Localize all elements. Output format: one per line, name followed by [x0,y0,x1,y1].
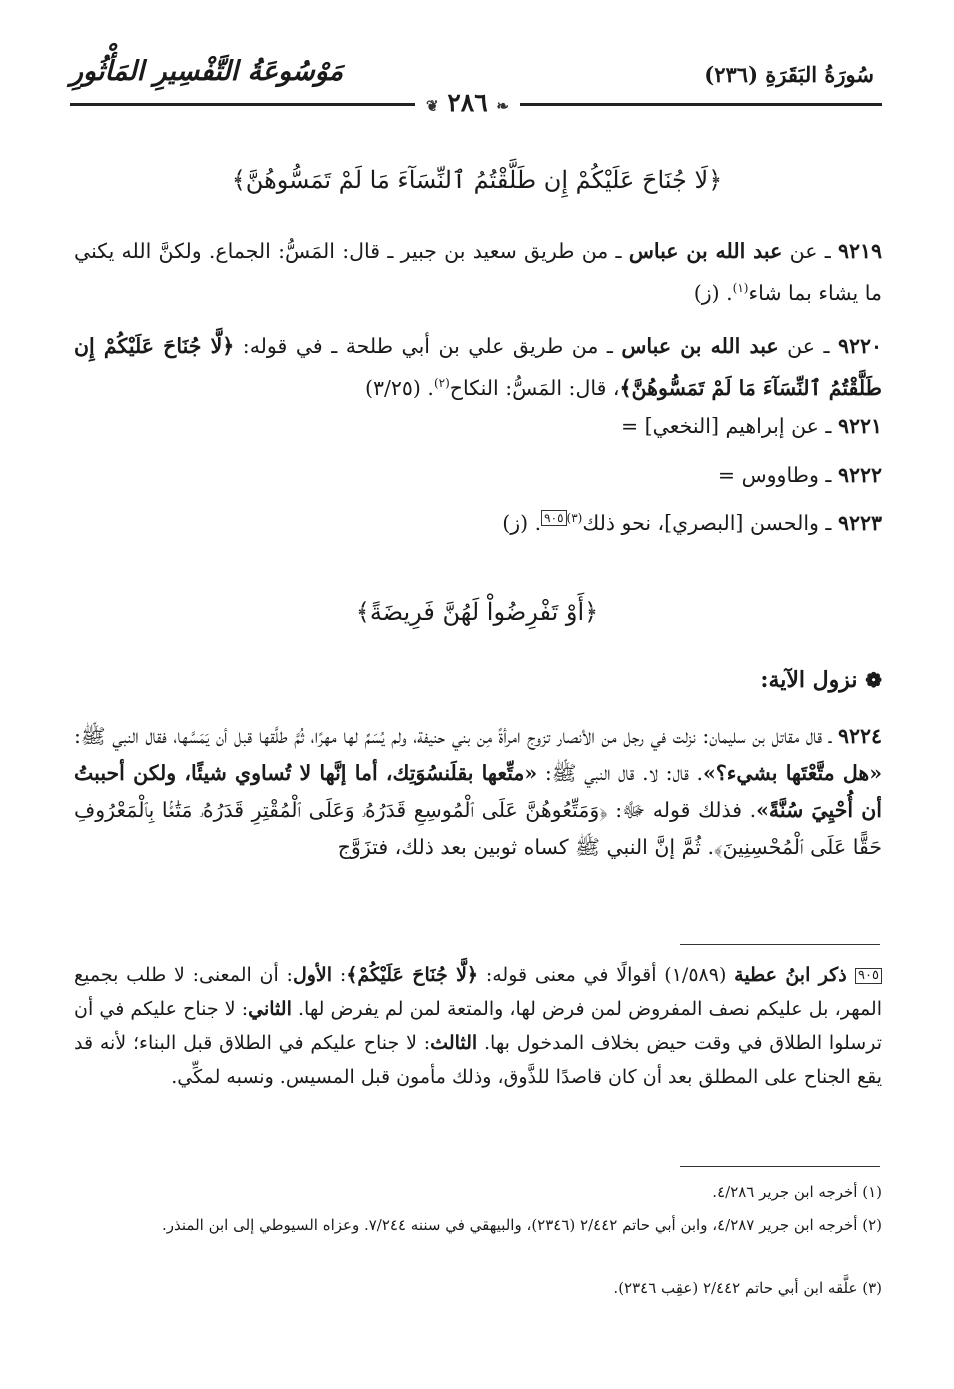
entry-text: ـ عن إبراهيم [النخعي] = [620,414,838,438]
entry-9219 [74,233,882,312]
opinion-label: الثاني [248,998,292,1020]
footnote-1: (١) أخرجه ابن جرير ٤/٢٨٦. [712,1183,882,1201]
note-text: : أن المعنى: لا طلب بجميع المهر، بل عليكم نصف المفروض لمن فرض لها، والمتعة لمن لم يفرض لها. [74,964,882,1020]
hadith-quote: «هل متَّعْتَها بشيء؟» [703,761,883,785]
note-text: : لا جناح عليكم في الطلاق قبل البناء؛ لأنه قد يقع الجناح على المطلق بعد أن كان قاصدًا للذَّوق، وذلك مأمون قبل المسيس. ونسبه لمكِّي. [74,1032,882,1088]
entry-9220 [74,328,882,407]
quran-quote: ﴿لَّا جُنَاحَ عَلَيْكُمْ﴾ [346,964,479,986]
entry-text: ـ وطاووس = [717,463,838,487]
header-rule-right [520,103,882,106]
note-text: (١/٥٨٩) أقوالًا في معنى قوله: [478,964,735,986]
note-author: ذكر ابنُ عطية [734,964,856,986]
opinion-label: الثالث [430,1032,478,1054]
quran-quote: ﴿وَمَتِّعُوهُنَّ عَلَى ٱلْمُوسِعِ قَدَرُهُۥ وَعَلَى ٱلْمُقْتِرِ قَدَرُهُۥ مَتَٰعًۢا بِٱلْمَعْرُوفِ حَقًّا عَلَى ٱلْمُحْسِنِينَ﴾ [74,798,882,859]
entry-text: ـ من طريق علي بن أبي طلحة ـ في قوله: [234,334,622,358]
narrator-name: عبد الله بن عباس [621,334,779,358]
footnote-ref: (٢) [433,376,450,390]
quran-quote: ﴿لَّا جُنَاحَ عَلَيْكُمْ إِن طَلَّقْتُمُ ٱلنِّسَآءَ مَا لَمْ تَمَسُّوهُنَّ﴾ [74,334,882,400]
entry-number: ٩٢٢٣ [837,510,882,535]
footnote-separator [680,1166,880,1167]
note-box-label: ٩٠٥ [855,968,882,984]
entry-text: . فذلك قوله ﷻ: [607,798,757,822]
entry-text: ، قال: المَسُّ: النكاح [449,375,620,400]
entry-9221 [621,414,882,438]
entry-text: . (ز) [502,510,542,535]
section-title: نزول الآية: [760,667,858,693]
entry-9224 [74,718,882,866]
entry-text: . (٣/٢٥) [364,375,434,400]
footnote-ref: (٣) [566,511,583,525]
entry-text: ـ قال مقاتل بن سليمان: نزلت في رجل من الأنصار تزوج امرأةً مِن بني حنيفة، ولم يُسَمِّ لها مهرًا، ثُمَّ طلَّقها قبل أن يَمَسَّها، فقال النبي ﷺ: [74,724,838,748]
entry-number: ٩٢٢٢ [837,463,882,487]
flower-icon: ❁ [865,668,882,692]
page-number-block [415,88,520,117]
entry-number: ٩٢٢٠ [837,334,882,358]
footnote-2: (٢) أخرجه ابن جرير ٤/٢٨٧، وابن أبي حاتم ٢/٤٤٢ (٢٣٤٦)، والبيهقي في سننه ٧/٢٤٤. وعزاه السيوطي إلى ابن المنذر. [161,1216,882,1234]
entry-text: ـ والحسن [البصري]، نحو ذلك [582,510,838,535]
page-number: ٢٨٦ [447,88,488,117]
entry-9222 [718,463,882,487]
ornament-icon: ❧ [496,97,509,115]
narrator-name: عبد الله بن عباس [628,239,783,263]
note-box-ref: ٩٠٥ [541,510,566,526]
entry-text: . قال: لا. قال النبي ﷺ: [537,761,704,785]
entry-text: ـ عن [778,334,838,358]
section-heading [760,667,882,693]
entry-text: ـ عن [782,239,838,263]
header-rule-left [70,103,415,106]
hadith-quote: «متِّعها بقلَنسُوَتِك، أما إنَّها لا تُساوي شيئًا، ولكن أحببتُ أن أُحْيِيَ سُنَّةً» [74,761,882,822]
entry-number: ٩٢٢١ [837,414,882,438]
entry-number: ٩٢١٩ [837,239,882,263]
footnote-ref: (١) [732,281,749,295]
footnote-3: (٣) علَّقه ابن أبي حاتم ٢/٤٤٢ (عقِب ٢٣٤٦). [613,1279,882,1297]
verse-heading: ﴿لَا جُنَاحَ عَلَيْكُمْ إِن طَلَّقْتُمُ ٱلنِّسَآءَ مَا لَمْ تَمَسُّوهُنَّ﴾ [231,166,723,194]
book-title: مَوْسُوعَةُ التَّفْسِيرِ المَأْثُورِ [70,56,344,87]
note-text: : [332,964,347,986]
verse-heading: ﴿أَوْ تَفْرِضُواْ لَهُنَّ فَرِيضَةً﴾ [355,598,599,626]
editor-note-905 [74,958,882,1094]
note-separator [680,944,880,945]
ornament-icon: ❦ [426,97,439,115]
note-text: : لا جناح عليكم في أن ترسلوا الطلاق في وقت حيض بخلاف المدخول بها. [74,998,882,1054]
surah-header: سُورَةُ البَقَرَةِ (٢٣٦) [704,62,874,87]
entry-number: ٩٢٢٤ [837,724,882,748]
entry-text: . (ز) [693,280,733,305]
opinion-label: الأول [292,964,333,986]
entry-9223 [502,510,882,535]
entry-text: . ثُمَّ إنَّ النبي ﷺ كساه ثوبين بعد ذلك، فتزَوَّج [337,835,715,859]
entry-text: ـ من طريق سعيد بن جبير ـ قال: المَسُّ: الجماع. ولكنَّ الله يكني ما يشاء بما شاء [74,239,882,305]
